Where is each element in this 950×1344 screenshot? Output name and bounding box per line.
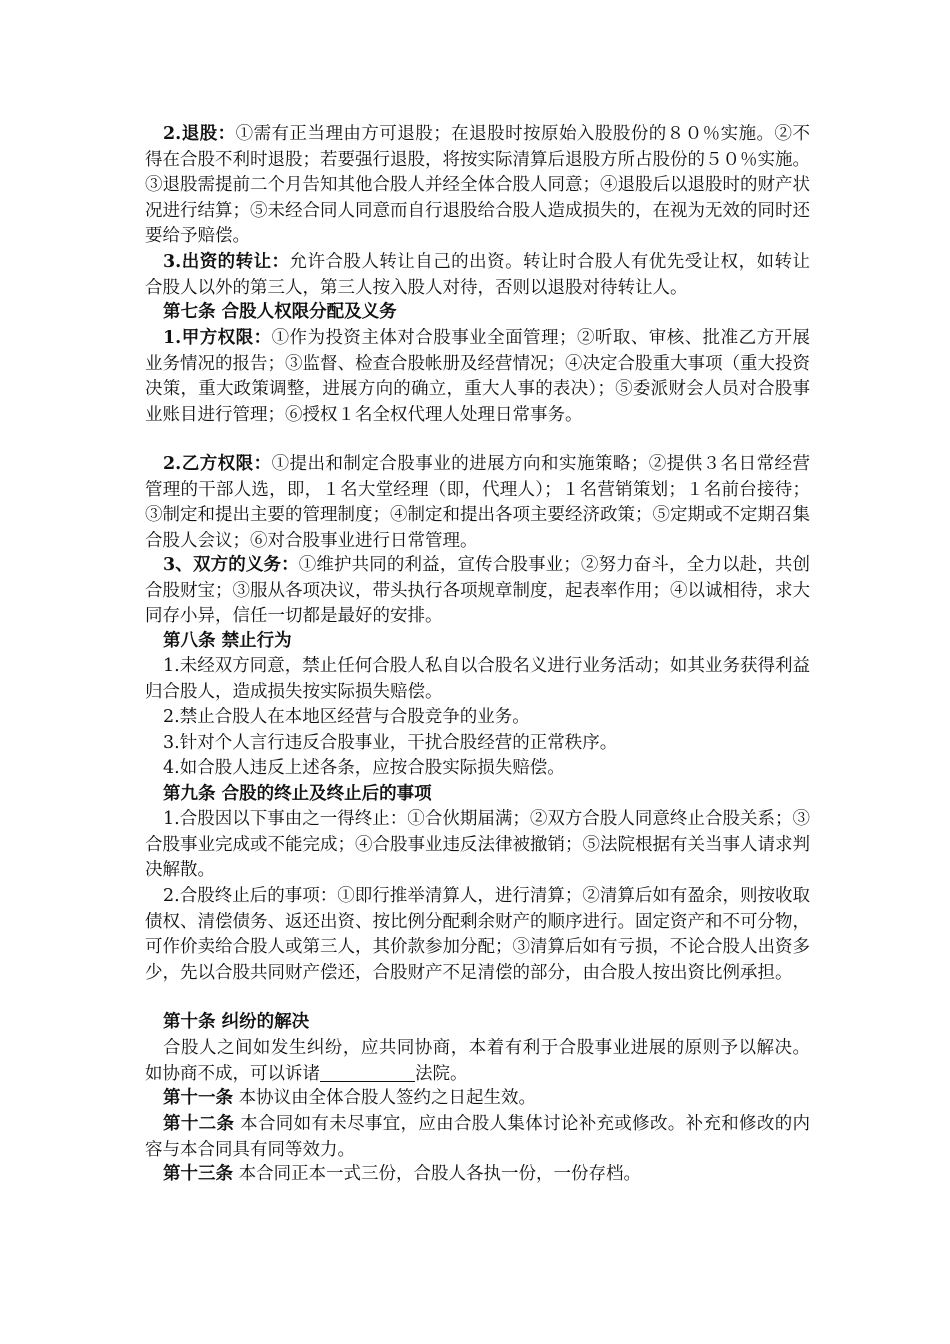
paragraph-10 (145, 1036, 810, 1087)
clause-text: ①维护共同的利益，宣传合股事业；②努力奋斗，全力以赴，共创合股财宝；③服从各项决议，带头执行各项规章制度，起表率作用；④以诚相待，求大同存小异，信任一切都是最好的安排。 (145, 555, 810, 627)
article-text: 本协议由全体合股人签约之日起生效。 (233, 1088, 537, 1108)
article-11 (145, 1086, 810, 1112)
paragraph-8-2: 2.禁止合股人在本地区经营与合股竞争的业务。 (163, 707, 530, 727)
clause-text: ①提出和制定合股事业的进展方向和实施策略；②提供３名日常经营管理的干部人选，即，１名大堂经理（即，代理人）；１名营销策划；１名前台接待；③制定和提出主要的管理制度；④制定和提出各项主要经济政策；⑤定期或不定期召集合股人会议；⑥对合股事业进行日常管理。 (145, 454, 810, 551)
paragraph-party-b-rights (145, 452, 810, 554)
clause-lead: 3.出资的转让： (163, 252, 290, 272)
clause-text: ①需有正当理由方可退股；在退股时按原始入股股份的８０％实施。②不得在合股不利时退股；若要强行退股，将按实际清算后退股方所占股份的５０％实施。③退股需提前二个月告知其他合股人并经全体合股人同意；④退股后以退股时的财产状况进行结算；⑤未经合同人同意而自行退股给合股人造成损失的，在视为无效的同时还要给予赔偿。 (145, 124, 810, 247)
article-text: 本合同如有未尽事宜，应由合股人集体讨论补充或修改。补充和修改的内容与本合同具有同等效力。 (145, 1114, 811, 1160)
paragraph-8-3: 3.针对个人言行违反合股事业，干扰合股经营的正常秩序。 (163, 733, 618, 753)
paragraph-withdrawal (145, 122, 810, 250)
article-10-heading: 第十条 纠纷的解决 (163, 1012, 310, 1032)
article-9-heading: 第九条 合股的终止及终止后的事项 (163, 784, 432, 804)
clause-lead: 3、双方的义务： (163, 555, 299, 575)
clause-text: 允许合股人转让自己的出资。转让时合股人有优先受让权，如转让合股人以外的第三人，第三人按入股人对待，否则以退股对待转让人。 (145, 252, 810, 298)
paragraph-9-2: 2.合股终止后的事项：①即行推举清算人，进行清算；②清算后如有盈余，则按收取债权、清偿债务、返还出资、按比例分配剩余财产的顺序进行。固定资产和不可分物，可作价卖给合股人或第三人，其价款参加分配；③清算后如有亏损，不论合股人出资多少，先以合股共同财产偿还，合股财产不足清偿的部分，由合股人按出资比例承担。 (145, 886, 810, 983)
clause-lead: 2.退股： (163, 124, 236, 144)
article-lead: 第十三条 (163, 1164, 233, 1184)
clause-lead: 1.甲方权限： (163, 328, 272, 348)
article-12 (145, 1112, 810, 1163)
clause-text: ①作为投资主体对合股事业全面管理；②听取、审核、批准乙方开展业务情况的报告；③监督、检查合股帐册及经营情况；④决定合股重大事项（重大投资决策，重大政策调整，进展方向的确立，重大人事的表决）；⑤委派财会人员对合股事业账目进行管理；⑥授权１名全权代理人处理日常事务。 (145, 328, 810, 425)
dispute-text: 合股人之间如发生纠纷，应共同协商，本着有利于合股事业进展的原则予以解决。如协商不成，可以诉诸 (145, 1038, 810, 1084)
paragraph-party-a-rights (145, 326, 810, 428)
article-13 (145, 1162, 810, 1188)
dispute-text-end: 法院。 (415, 1063, 468, 1084)
paragraph-9-1: 1.合股因以下事由之一得终止：①合伙期届满；②双方合股人同意终止合股关系；③合股事业完成或不能完成；④合股事业违反法律被撤销；⑤法院根据有关当事人请求判决解散。 (145, 809, 810, 881)
paragraph-mutual-duties (145, 553, 810, 630)
article-text: 本合同正本一式三份，合股人各执一份，一份存档。 (233, 1164, 642, 1184)
paragraph-8-4: 4.如合股人违反上述各条，应按合股实际损失赔偿。 (163, 758, 565, 778)
article-lead: 第十一条 (163, 1088, 233, 1108)
article-8-heading: 第八条 禁止行为 (163, 631, 292, 651)
court-name-blank (320, 1063, 415, 1082)
paragraph-transfer (145, 250, 810, 301)
article-7-heading: 第七条 合股人权限分配及义务 (163, 302, 397, 322)
paragraph-8-1: 1.未经双方同意，禁止任何合股人私自以合股名义进行业务活动；如其业务获得利益归合股人，造成损失按实际损失赔偿。 (145, 656, 810, 702)
article-lead: 第十二条 (163, 1114, 235, 1134)
clause-lead: 2.乙方权限： (163, 454, 272, 474)
